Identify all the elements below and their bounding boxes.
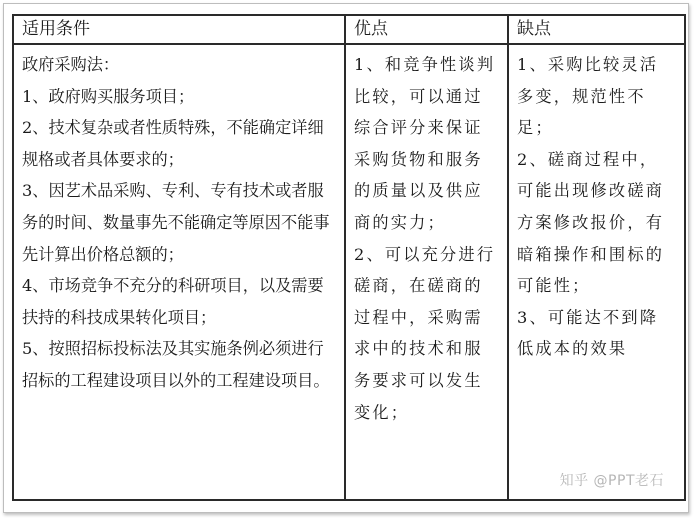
procurement-comparison-table [12, 14, 686, 501]
disadvantages-item: 2、磋商过程中，可能出现修改磋商方案修改报价，有暗箱操作和围标的可能性； [517, 149, 665, 296]
conditions-item: 政府采购法： [22, 55, 120, 74]
conditions-item: 2、技术复杂或者性质特殊，不能确定详细规格或者具体要求的； [22, 118, 324, 169]
table-body-row [13, 44, 685, 500]
conditions-item: 4、市场竞争不充分的科研项目，以及需要扶持的科技成果转化项目； [22, 276, 324, 327]
conditions-item: 1、政府购买服务项目； [22, 86, 195, 106]
table-header-row [13, 15, 685, 44]
advantages-item: 1、和竞争性谈判比较，可以通过综合评分来保证采购货物和服务的质量以及供应商的实力； [354, 55, 496, 232]
advantages-cell [345, 44, 508, 500]
disadvantages-item: 3、可能达不到降低成本的效果 [517, 307, 659, 359]
conditions-cell [13, 44, 345, 500]
watermark: 知乎 @PPT老石 [559, 473, 664, 489]
conditions-item: 5、按照招标投标法及其实施条例必须进行招标的工程建设项目以外的工程建设项目。 [22, 339, 330, 390]
header-conditions: 适用条件 [13, 15, 345, 44]
header-advantages: 优点 [345, 15, 508, 44]
document-frame [3, 3, 689, 513]
header-disadvantages: 缺点 [508, 15, 685, 44]
conditions-item: 3、因艺术品采购、专利、专有技术或者服务的时间、数量事先不能确定等原因不能事先计算出价格总额的； [22, 181, 330, 264]
disadvantages-cell [508, 44, 685, 500]
disadvantages-item: 1、采购比较灵活多变，规范性不足； [517, 55, 659, 138]
advantages-item: 2、可以充分进行磋商，在磋商的过程中，采购需求中的技术和服务要求可以发生变化； [354, 244, 496, 422]
